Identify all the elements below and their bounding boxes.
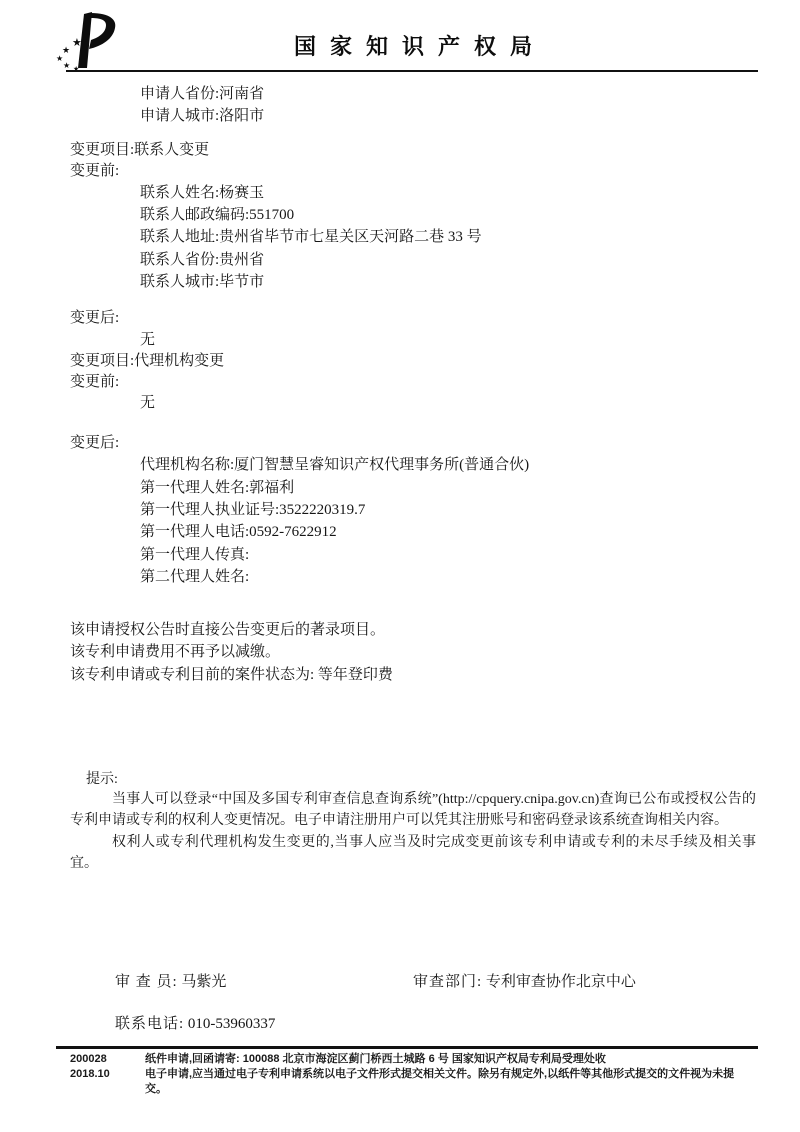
svg-text:★: ★ <box>73 65 80 72</box>
field-contact-name: 联系人姓名:杨赛玉 <box>140 185 265 201</box>
field-change-item-1: 变更项目:联系人变更 <box>70 142 210 158</box>
label-after-1: 变更后: <box>70 310 120 326</box>
notice-case-status: 该专利申请或专利目前的案件状态为: 等年登印费 <box>70 667 393 683</box>
tips-paragraph-query-system: 当事人可以登录“中国及多国专利审查信息查询系统”(http://cpquery.cnipa.gov.cn)查询已公布或授权公告的专利申请或专利的权利人变更情况。电子申请注册用户可以凭其注册账号和密码登录该系统查询相关内容。 <box>70 792 756 828</box>
tips-paragraph-obligations: 权利人或专利代理机构发生变更的,当事人应当及时完成变更前该专利申请或专利的未尽手续及相关事宜。 <box>70 835 756 871</box>
field-applicant-city: 申请人城市:洛阳市 <box>140 108 265 124</box>
examiner-name: 马紫光 <box>181 974 227 990</box>
footer-efiling-line: 电子申请,应当通过电子专利申请系统以电子文件形式提交相关文件。除另有规定外,以纸件等其他形式提交的文件视为未提交。 <box>145 1068 735 1095</box>
header-divider <box>66 70 758 72</box>
footer-form-date: 2018.10 <box>70 1068 110 1080</box>
notice-publication: 该申请授权公告时直接公告变更后的著录项目。 <box>70 622 386 638</box>
contact-phone-label: 联系电话: <box>115 1016 185 1032</box>
footer-divider <box>56 1046 758 1049</box>
svg-text:★: ★ <box>72 37 82 49</box>
review-dept-name: 专利审查协作北京中心 <box>485 974 636 990</box>
label-after-2: 变更后: <box>70 435 120 451</box>
field-agent2-name: 第二代理人姓名: <box>140 569 250 585</box>
contact-phone-row <box>115 1012 275 1033</box>
field-contact-zip: 联系人邮政编码:551700 <box>140 207 295 223</box>
label-before-2: 变更前: <box>70 374 120 390</box>
review-dept-row <box>413 970 636 991</box>
examiner-label: 审 查 员: <box>115 974 178 990</box>
field-applicant-province: 申请人省份:河南省 <box>140 86 265 102</box>
label-before-1: 变更前: <box>70 163 120 179</box>
review-dept-label: 审查部门: <box>413 974 483 990</box>
field-agent1-fax: 第一代理人传真: <box>140 547 250 563</box>
footer-paper-filing-line: 纸件申请,回函请寄: 100088 北京市海淀区蓟门桥西土城路 6 号 国家知识产权局专利局受理处收 <box>145 1053 606 1065</box>
svg-text:★: ★ <box>62 45 71 55</box>
svg-text:★: ★ <box>56 54 64 63</box>
field-agency-name: 代理机构名称:厦门智慧呈睿知识产权代理事务所(普通合伙) <box>140 457 530 473</box>
field-agent1-license: 第一代理人执业证号:3522220319.7 <box>140 502 366 518</box>
notice-fee: 该专利申请费用不再予以减缴。 <box>70 644 281 660</box>
field-change-item-2: 变更项目:代理机构变更 <box>70 353 225 369</box>
value-none-1: 无 <box>140 332 156 348</box>
page-title: 国家知识产权局 <box>293 34 546 59</box>
contact-phone-number: 010-53960337 <box>187 1016 276 1032</box>
field-contact-province: 联系人省份:贵州省 <box>140 252 265 268</box>
examiner-row <box>115 970 226 991</box>
field-agent1-phone: 第一代理人电话:0592-7622912 <box>140 524 337 540</box>
field-contact-city: 联系人城市:毕节市 <box>140 274 265 290</box>
field-agent1-name: 第一代理人姓名:郭福利 <box>140 480 295 496</box>
field-contact-address: 联系人地址:贵州省毕节市七星关区天河路二巷 33 号 <box>140 229 482 245</box>
tips-label: 提示: <box>86 772 118 787</box>
svg-text:★: ★ <box>63 61 71 70</box>
value-none-2: 无 <box>140 395 156 411</box>
footer-form-code: 200028 <box>70 1053 107 1065</box>
